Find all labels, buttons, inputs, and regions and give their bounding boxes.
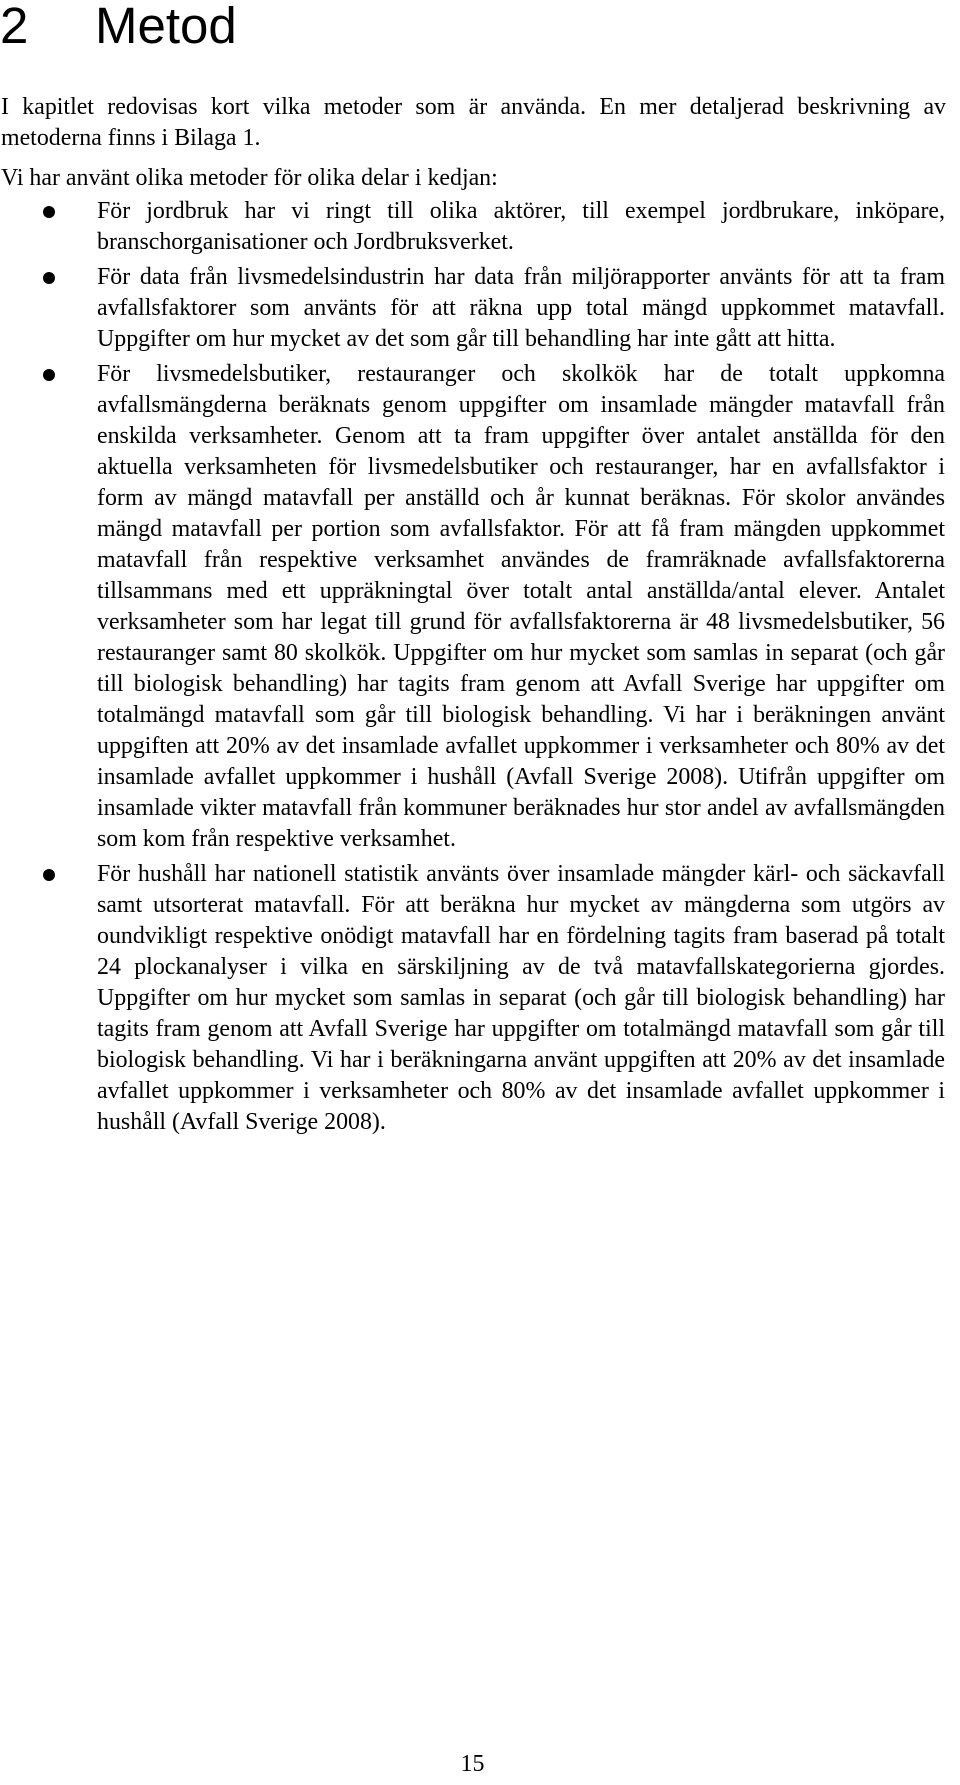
bullet-item-households <box>0 859 945 1138</box>
bullet-dot-icon <box>43 206 55 218</box>
bullet-text: För data från livsmedelsindustrin har data från miljörapporter använts för att ta fram avfallsfaktorer som använts för att räkna upp total mängd uppkommet matavfall. Uppgifter om hur mycket av det som går till behandling har inte gått att hitta. <box>97 264 945 352</box>
bullet-dot-icon <box>43 369 55 381</box>
bullet-text: För livsmedelsbutiker, restauranger och skolkök har de totalt uppkomna avfallsmängderna beräknats genom uppgifter om insamlade mängder matavfall från enskilda verksamheter. Genom att ta fram uppgifter över antalet anställda för den aktuella verksamheten för livsmedelsbutiker och restauranger, har en avfallsfaktor i form av mängd matavfall per anställd och år kunnat beräknas. För skolor användes mängd matavfall per portion som avfallsfaktor. För att få fram mängden uppkommet matavfall från respektive verksamhet användes de framräknade avfallsfaktorerna tillsammans med ett uppräkningtal över totalt antal anställda/antal elever. Antalet verksamheter som har legat till grund för avfallsfaktorerna är 48 livsmedelsbutiker, 56 restauranger samt 80 skolkök. Uppgifter om hur mycket som samlas in separat (och går till biologisk behandling) har tagits fram genom att Avfall Sverige har uppgifter om totalmängd matavfall som går till biologisk behandling. Vi har i beräkningen använt uppgiften att 20% av det insamlade avfallet uppkommer i verksamheter och 80% av det insamlade avfallet uppkommer i hushåll (Avfall Sverige 2008). Utifrån uppgifter om insamlade vikter matavfall från kommuner beräknades hur stor andel av avfallsmängden som kom från respektive verksamhet. <box>97 361 945 852</box>
lead-paragraph: Vi har använt olika metoder för olika delar i kedjan: <box>1 165 498 191</box>
bullet-item-agriculture <box>0 196 945 258</box>
bullet-item-food-industry <box>0 262 945 355</box>
section-heading <box>0 0 237 52</box>
bullet-item-retail-restaurants-schools <box>0 359 945 855</box>
bullet-text: För hushåll har nationell statistik använts över insamlade mängder kärl- och säckavfall samt utsorterat matavfall. För att beräkna hur mycket av mängderna som utgörs av oundvikligt respektive onödigt matavfall har en fördelning tagits fram baserad på totalt 24 plockanalyser i vilka en särskiljning av de två matavfallskategorierna gjordes. Uppgifter om hur mycket som samlas in separat (och går till biologisk behandling) har tagits fram genom att Avfall Sverige har uppgifter om totalmängd matavfall som går till biologisk behandling. Vi har i beräkningarna använt uppgiften att 20% av det insamlade avfallet uppkommer i verksamheter och 80% av det insamlade avfallet uppkommer i hushåll (Avfall Sverige 2008). <box>97 861 945 1135</box>
method-bullet-list <box>0 196 945 1138</box>
intro-paragraph: I kapitlet redovisas kort vilka metoder som är använda. En mer detaljerad beskrivning av metoderna finns i Bilaga 1. <box>1 94 946 151</box>
bullet-text: För jordbruk har vi ringt till olika aktörer, till exempel jordbrukare, inköpare, branschorganisationer och Jordbruksverket. <box>97 198 945 255</box>
page-number: 15 <box>460 1751 485 1777</box>
bullet-dot-icon <box>43 869 55 881</box>
section-number: 2 <box>0 0 29 54</box>
section-title: Metod <box>95 0 237 54</box>
bullet-dot-icon <box>43 272 55 284</box>
